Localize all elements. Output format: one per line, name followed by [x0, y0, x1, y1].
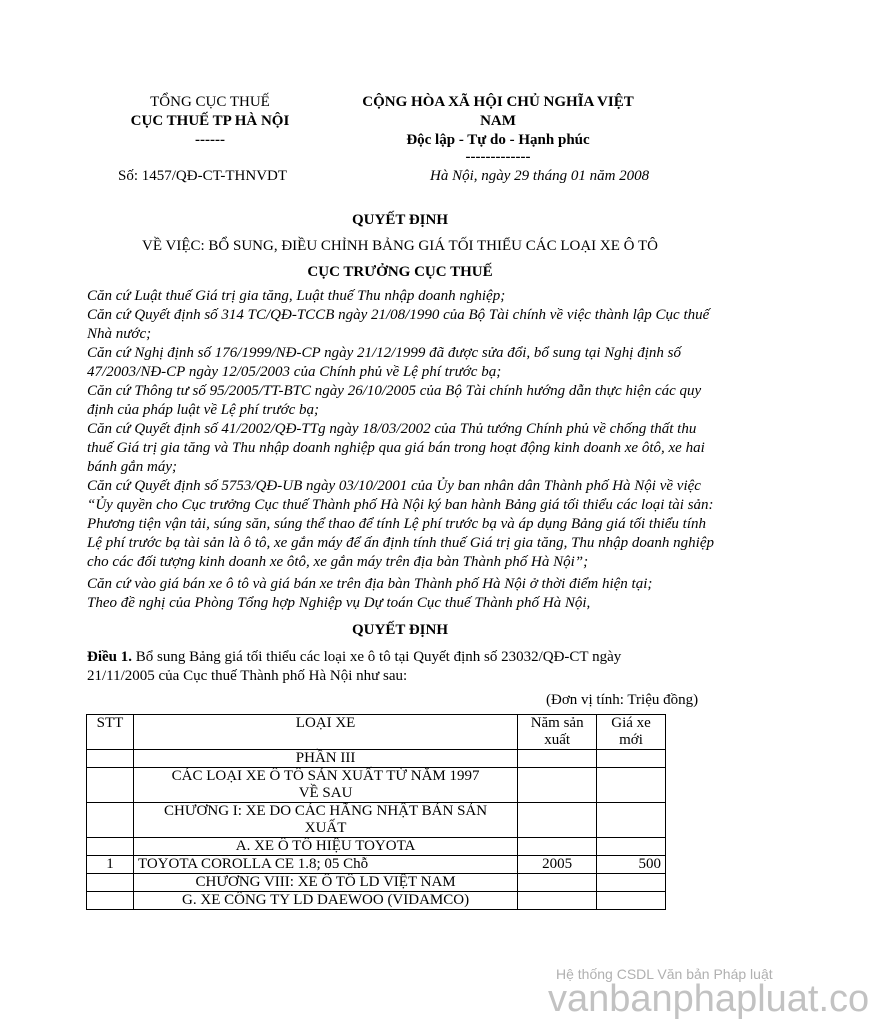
- preamble-7: Căn cứ vào giá bán xe ô tô và giá bán xe trên địa bàn Thành phố Hà Nội ở thời điểm hiện tại;: [87, 576, 653, 592]
- cell-stt: 1: [87, 856, 134, 874]
- agency-name: TỔNG CỤC THUẾ: [150, 94, 270, 110]
- cell-year: [518, 750, 597, 768]
- preamble-3: Căn cứ Nghị định số 176/1999/NĐ-CP ngày 21/12/1999 đã được sửa đổi, bổ sung tại Nghị định số 47/2003/NĐ-CP ngày 12/05/2003 của Chính phủ về Lệ phí trước bạ;: [87, 345, 681, 380]
- office-name: CỤC THUẾ TP HÀ NỘI: [130, 113, 290, 129]
- article-1-text: Bổ sung Bảng giá tối thiểu các loại xe ô tô tại Quyết định số 23032/QĐ-CT ngày 21/11/2005 của Cục thuế Thành phố Hà Nội như sau:: [87, 649, 622, 684]
- article-1: [87, 648, 687, 686]
- header-year: Năm sản xuất: [518, 715, 597, 750]
- cell-price: [597, 874, 666, 892]
- cell-price: [597, 750, 666, 768]
- table-row: [87, 856, 666, 874]
- cell-year: [518, 768, 597, 803]
- table-row: [87, 838, 666, 856]
- cell-price: [597, 803, 666, 838]
- watermark-caption: Hệ thống CSDL Văn bản Pháp luật: [556, 966, 773, 982]
- issuing-authority: CỤC TRƯỞNG CỤC THUẾ: [307, 264, 493, 280]
- national-title-cont: NAM: [480, 113, 516, 129]
- cell-year: [518, 838, 597, 856]
- table-header-row: [87, 715, 666, 750]
- table-row: [87, 892, 666, 910]
- cell-stt: [87, 803, 134, 838]
- table-row: [87, 768, 666, 803]
- cell-stt: [87, 892, 134, 910]
- cell-year: [518, 892, 597, 910]
- preamble-4: Căn cứ Thông tư số 95/2005/TT-BTC ngày 26/10/2005 của Bộ Tài chính hướng dẫn thực hiện các quy định của pháp luật về Lệ phí trước bạ;: [87, 383, 702, 418]
- motto: Độc lập - Tự do - Hạnh phúc: [406, 132, 590, 148]
- cell-vehicle-type: PHẦN III: [133, 750, 517, 768]
- cell-vehicle-type: G. XE CÔNG TY LD DAEWOO (VIDAMCO): [133, 892, 517, 910]
- cell-year: [518, 803, 597, 838]
- header-vehicle-type: LOẠI XE: [133, 715, 517, 750]
- header-price: Giá xe mới: [597, 715, 666, 750]
- cell-vehicle-type: TOYOTA COROLLA CE 1.8; 05 Chỗ: [133, 856, 517, 874]
- unit-note: (Đơn vị tính: Triệu đồng): [546, 692, 699, 708]
- decision-heading: QUYẾT ĐỊNH: [352, 622, 448, 638]
- vehicle-price-table: [86, 714, 666, 910]
- cell-price: 500: [597, 856, 666, 874]
- table-row: [87, 874, 666, 892]
- cell-vehicle-type: CHƯƠNG I: XE DO CÁC HÃNG NHẬT BẢN SẢN XUẤT: [133, 803, 517, 838]
- cell-stt: [87, 874, 134, 892]
- cell-vehicle-type: CHƯƠNG VIII: XE Ô TÔ LD VIỆT NAM: [133, 874, 517, 892]
- cell-stt: [87, 768, 134, 803]
- doc-subject: VỀ VIỆC: BỔ SUNG, ĐIỀU CHỈNH BẢNG GIÁ TỐI THIỂU CÁC LOẠI XE Ô TÔ: [142, 238, 658, 254]
- preamble-1: Căn cứ Luật thuế Giá trị gia tăng, Luật thuế Thu nhập doanh nghiệp;: [87, 288, 506, 304]
- preamble-8: Theo đề nghị của Phòng Tổng hợp Nghiệp vụ Dự toán Cục thuế Thành phố Hà Nội,: [87, 595, 591, 611]
- right-separator: -------------: [465, 149, 531, 165]
- cell-price: [597, 768, 666, 803]
- cell-vehicle-type: A. XE Ô TÔ HIỆU TOYOTA: [133, 838, 517, 856]
- place-date: Hà Nội, ngày 29 tháng 01 năm 2008: [430, 168, 650, 184]
- table-row: [87, 803, 666, 838]
- cell-price: [597, 892, 666, 910]
- table-row: [87, 750, 666, 768]
- preamble-5: Căn cứ Quyết định số 41/2002/QĐ-TTg ngày 18/03/2002 của Thủ tướng Chính phủ về chống thất thu thuế Giá trị gia tăng và Thu nhập doanh nghiệp qua giá bán trong hoạt động kinh doanh xe ôtô, xe hai bánh gắn máy;: [87, 421, 705, 475]
- national-title: CỘNG HÒA XÃ HỘI CHỦ NGHĨA VIỆT: [362, 94, 634, 110]
- cell-vehicle-type: CÁC LOẠI XE Ô TÔ SẢN XUẤT TỪ NĂM 1997 VỀ SAU: [133, 768, 517, 803]
- doc-type-heading: QUYẾT ĐỊNH: [352, 212, 448, 228]
- header-stt: STT: [87, 715, 134, 750]
- cell-year: 2005: [518, 856, 597, 874]
- cell-stt: [87, 750, 134, 768]
- cell-price: [597, 838, 666, 856]
- left-separator: ------: [195, 132, 225, 148]
- cell-stt: [87, 838, 134, 856]
- article-1-label: Điều 1.: [87, 649, 132, 665]
- preamble-2: Căn cứ Quyết định số 314 TC/QĐ-TCCB ngày 21/08/1990 của Bộ Tài chính về việc thành lập Cục thuế Nhà nước;: [87, 307, 710, 342]
- document-number: Số: 1457/QĐ-CT-THNVDT: [118, 168, 288, 184]
- preamble-6: Căn cứ Quyết định số 5753/QĐ-UB ngày 03/10/2001 của Ủy ban nhân dân Thành phố Hà Nội về việc “Ủy quyền cho Cục trưởng Cục thuế Thành phố Hà Nội ký ban hành Bảng giá tối thiểu các loại tài sản: Phương tiện vận tải, súng săn, súng thể thao để tính Lệ phí trước bạ và áp dụng Bảng giá tối thiểu tính Lệ phí trước bạ tài sản là ô tô, xe gắn máy để ấn định tính thuế Giá trị gia tăng, Thu nhập doanh nghiệp cho các đối tượng kinh doanh xe ôtô, xe gắn máy trên địa bàn Thành phố Hà Nội”;: [87, 478, 714, 570]
- watermark-site: vanbanphapluat.co: [548, 978, 869, 1020]
- cell-year: [518, 874, 597, 892]
